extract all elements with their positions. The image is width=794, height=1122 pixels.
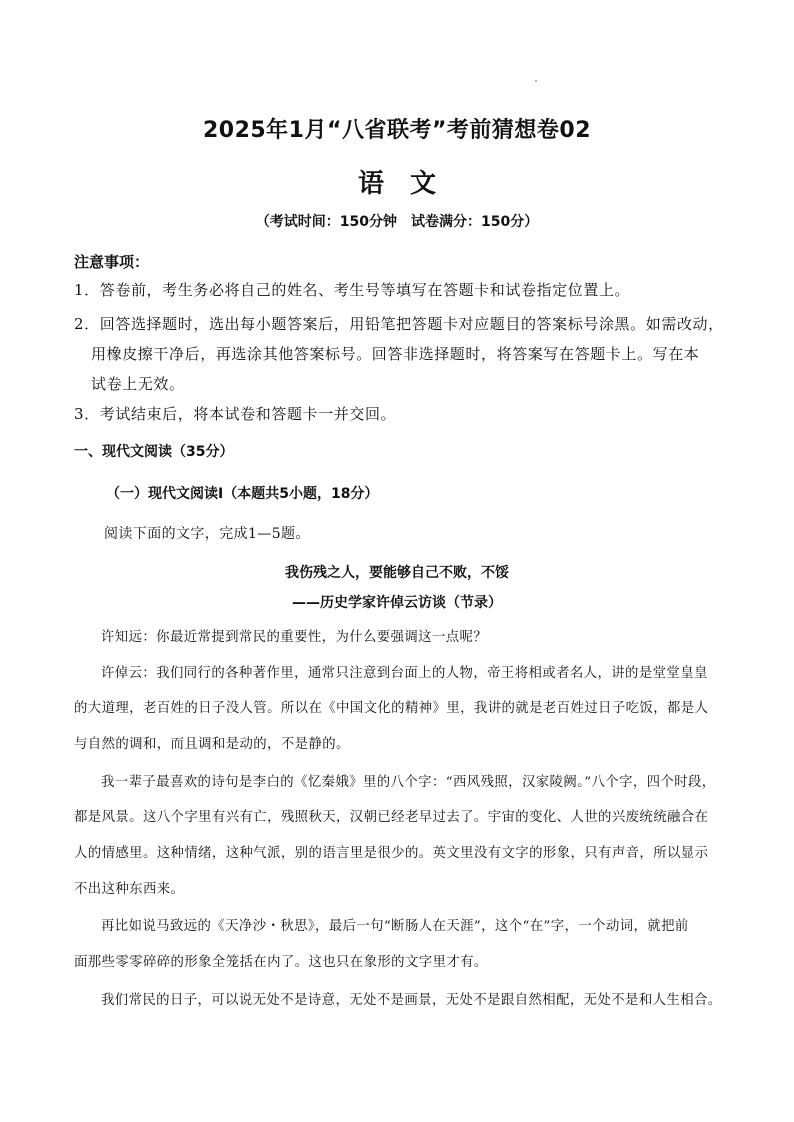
instruction-text: 阅读下面的文字，完成1—5题。	[104, 526, 310, 542]
notice-item: 1．答卷前，考生务必将自己的姓名、考生号等填写在答题卡和试卷指定位置上。	[74, 281, 631, 299]
stray-dot	[535, 80, 537, 82]
subsection-heading: （一）现代文阅读Ⅰ（本题共5小题，18分）	[106, 486, 379, 502]
article-line: 的大道理，老百姓的日子没人管。所以在《中国文化的精神》里，我讲的就是老百姓过日子吃饭，都是人	[74, 701, 709, 716]
article-title: 我伤残之人，要能够自己不败，不馁	[285, 565, 509, 581]
notice-heading: 注意事项：	[74, 253, 150, 271]
article-line: 人的情感里。这种情绪，这种气派，别的语言里是很少的。英文里没有文字的形象，只有声音，所以显示	[74, 846, 709, 861]
notice-item: 用橡皮擦干净后，再选涂其他答案标号。回答非选择题时，将答案写在答题卡上。写在本	[91, 345, 700, 363]
notice-item: 试卷上无效。	[91, 375, 185, 393]
notice-item: 3．考试结束后，将本试卷和答题卡一并交回。	[74, 405, 397, 423]
section-heading: 一、现代文阅读（35分）	[74, 444, 234, 460]
subject-title: 语文	[357, 169, 462, 199]
article-line: 再比如说马致远的《天净沙・秋思》，最后一句“断肠人在天涯”，这个“在”字，一个动词，就把前	[101, 919, 689, 934]
article-line: 与自然的调和，而且调和是动的，不是静的。	[74, 737, 350, 752]
exam-info: （考试时间：150分钟 试卷满分：150分）	[255, 214, 539, 230]
article-subtitle: ——历史学家许倬云访谈（节录）	[292, 595, 502, 611]
article-line: 许倬云：我们同行的各种著作里，通常只注意到台面上的人物，帝王将相或者名人，讲的是堂堂皇皇	[101, 666, 708, 681]
notice-item: 2．回答选择题时，选出每小题答案后，用铅笔把答题卡对应题目的答案标号涂黑。如需改动，	[74, 315, 724, 333]
exam-title: 2025年1月“八省联考”考前猜想卷02	[202, 118, 592, 143]
article-line: 我们常民的日子，可以说无处不是诗意，无处不是画景，无处不是跟自然相配，无处不是和人生相合。	[101, 993, 722, 1008]
article-line: 面那些零零碎碎的形象全笼括在内了。这也只在象形的文字里才有。	[74, 955, 488, 970]
article-line: 许知远：你最近常提到常民的重要性，为什么要强调这一点呢？	[101, 630, 488, 645]
article-line: 都是风景。这八个字里有兴有亡，残照秋天，汉朝已经老早过去了。宇宙的变化、人世的兴废统统融合在	[74, 810, 709, 825]
article-line: 不出这种东西来。	[74, 882, 185, 897]
article-line: 我一辈子最喜欢的诗句是李白的《忆秦娥》里的八个字：“西风残照，汉家陵阙。”八个字，四个时段，	[101, 775, 716, 790]
